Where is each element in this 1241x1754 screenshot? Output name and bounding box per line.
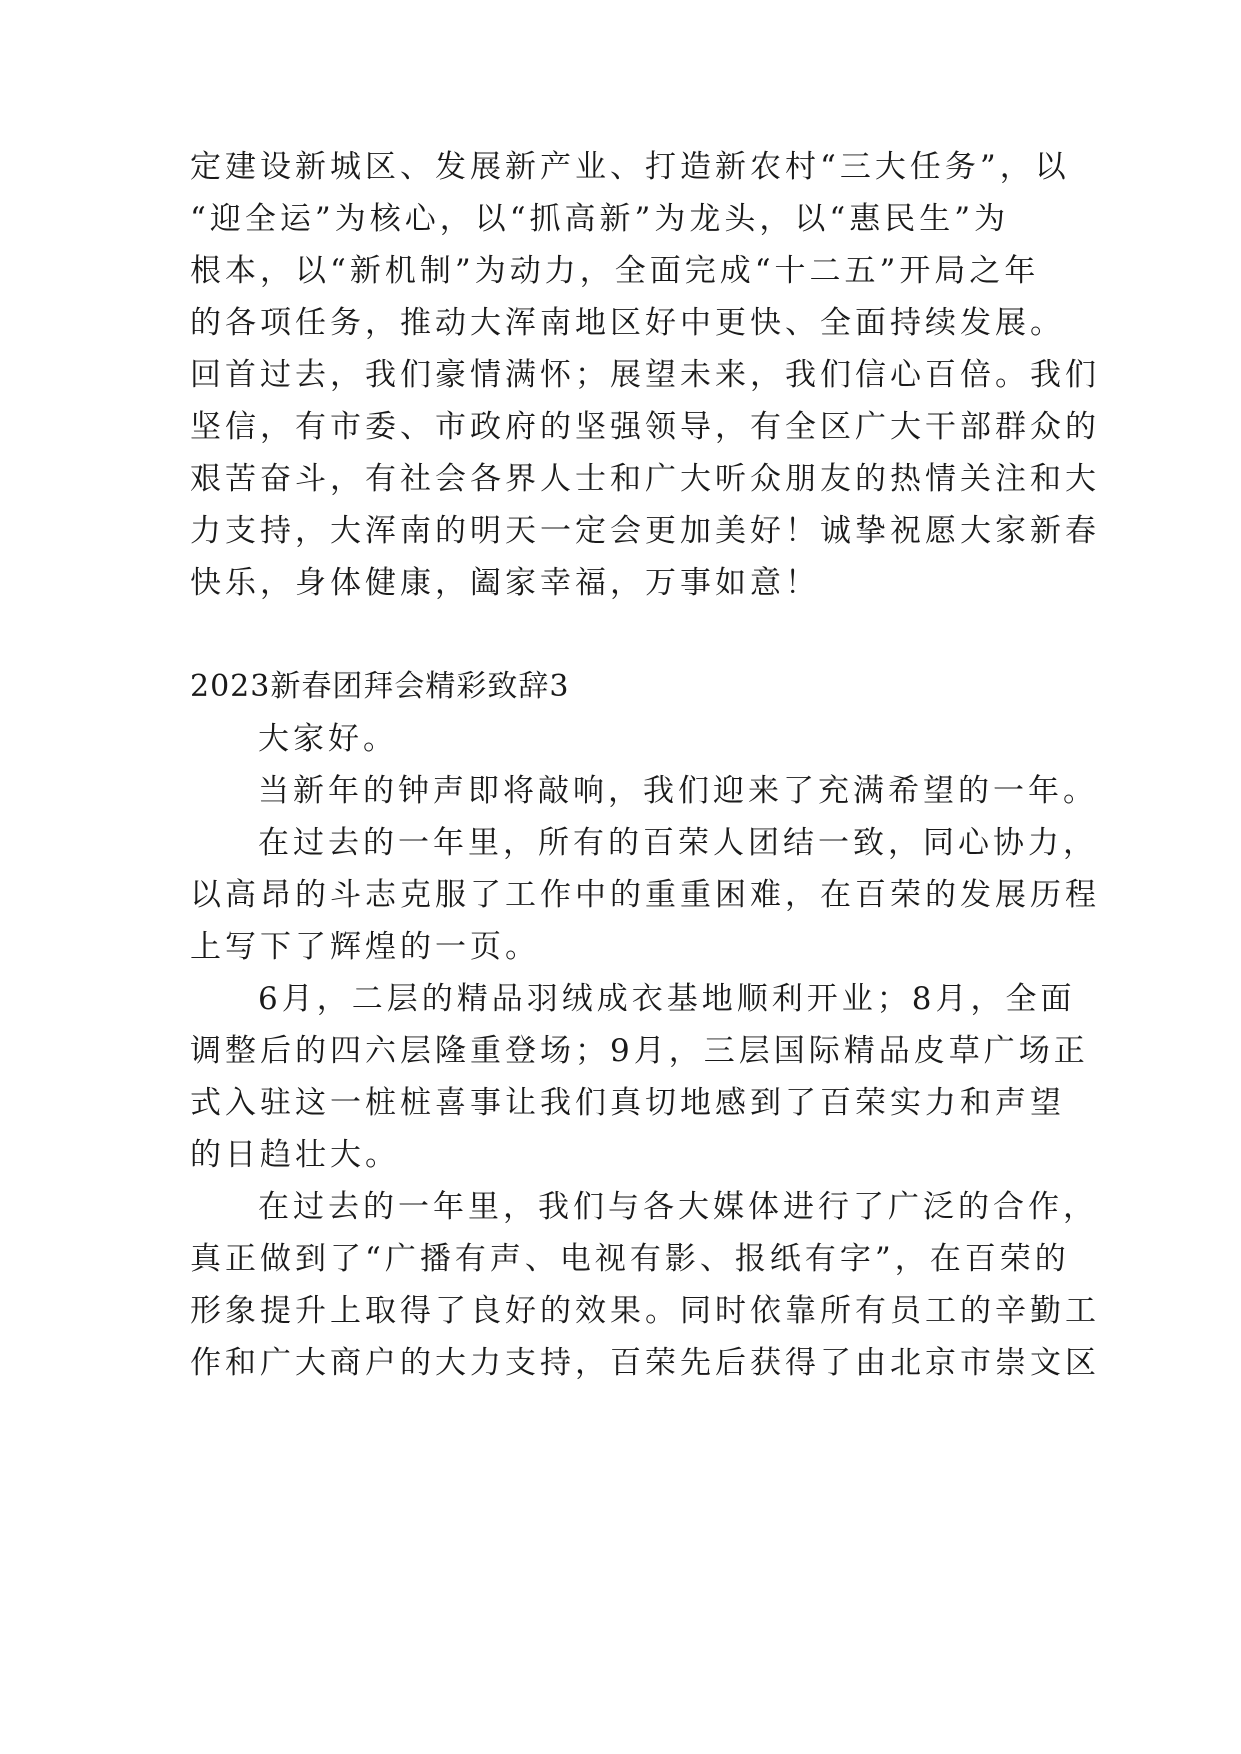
paragraph-line: 在过去的一年里，我们与各大媒体进行了广泛的合作， [258, 1189, 1098, 1225]
paragraph-line: 力支持，大浑南的明天一定会更加美好！诚挚祝愿大家新春 [190, 513, 1100, 549]
paragraph-line: 的日趋壮大。 [190, 1137, 400, 1173]
paragraph-line: 在过去的一年里，所有的百荣人团结一致，同心协力， [258, 825, 1098, 861]
paragraph-line: 当新年的钟声即将敲响，我们迎来了充满希望的一年。 [258, 773, 1098, 809]
paragraph-line: 6月，二层的精品羽绒成衣基地顺利开业；8月，全面 [258, 981, 1076, 1017]
paragraph-line: “迎全运”为核心，以“抓高新”为龙头，以“惠民生”为 [190, 201, 1010, 237]
paragraph-line: 上写下了辉煌的一页。 [190, 929, 540, 965]
paragraph-line: 式入驻这一桩桩喜事让我们真切地感到了百荣实力和声望 [190, 1085, 1065, 1121]
paragraph-line: 真正做到了“广播有声、电视有影、报纸有字”，在百荣的 [190, 1241, 1070, 1277]
paragraph-line: 定建设新城区、发展新产业、打造新农村“三大任务”，以 [190, 149, 1070, 185]
paragraph-line: 快乐，身体健康，阖家幸福，万事如意！ [190, 565, 820, 601]
paragraph-line: 回首过去，我们豪情满怀；展望未来，我们信心百倍。我们 [190, 357, 1100, 393]
paragraph-line: 形象提升上取得了良好的效果。同时依靠所有员工的辛勤工 [190, 1293, 1100, 1329]
paragraph-line: 艰苦奋斗，有社会各界人士和广大听众朋友的热情关注和大 [190, 461, 1100, 497]
paragraph-line: 作和广大商户的大力支持，百荣先后获得了由北京市崇文区 [190, 1345, 1100, 1381]
greeting: 大家好。 [258, 721, 398, 757]
paragraph-line: 的各项任务，推动大浑南地区好中更快、全面持续发展。 [190, 305, 1065, 341]
paragraph-line: 调整后的四六层隆重登场；9月，三层国际精品皮草广场正 [190, 1033, 1089, 1069]
paragraph-line: 坚信，有市委、市政府的坚强领导，有全区广大干部群众的 [190, 409, 1100, 445]
section-title: 2023新春团拜会精彩致辞3 [190, 669, 570, 704]
paragraph-line: 以高昂的斗志克服了工作中的重重困难，在百荣的发展历程 [190, 877, 1100, 913]
paragraph-line: 根本，以“新机制”为动力，全面完成“十二五”开局之年 [190, 253, 1040, 289]
